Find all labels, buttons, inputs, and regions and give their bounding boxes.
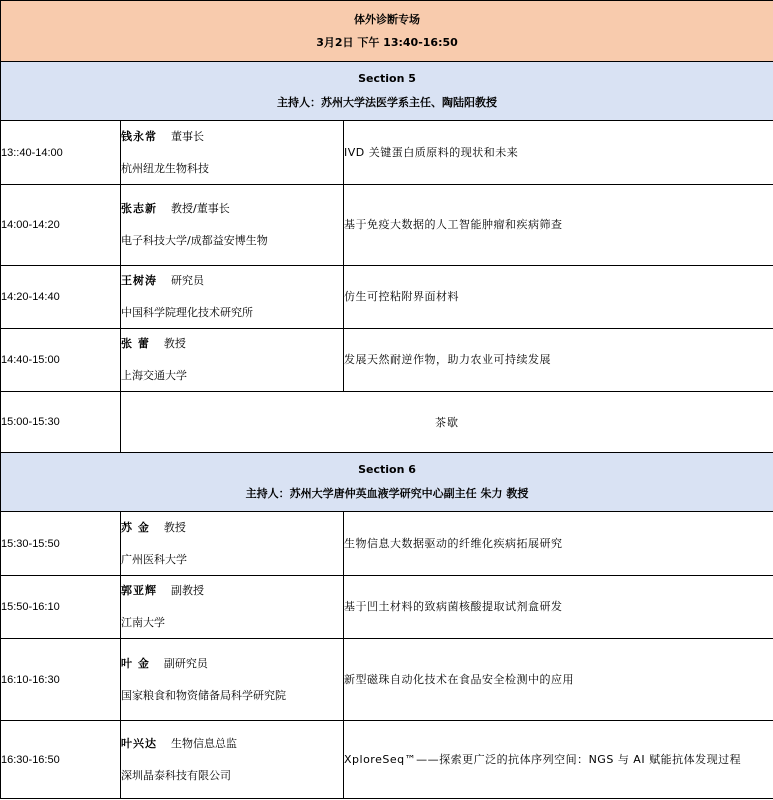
speaker-line — [121, 519, 343, 537]
header-cell — [1, 1, 773, 62]
section-name: Section 6 — [358, 463, 416, 476]
session-datetime: 3月2日 下午 13:40-16:50 — [316, 36, 458, 49]
speaker-affiliation: 杭州纽龙生物科技 — [121, 161, 209, 175]
speaker-line — [121, 128, 343, 146]
speaker-affiliation: 广州医科大学 — [121, 552, 187, 566]
session-row — [1, 121, 773, 185]
speaker-title: 副教授 — [171, 584, 204, 597]
session-time: 15:30-15:50 — [1, 512, 121, 576]
session-row — [1, 576, 773, 639]
speaker-cell — [121, 576, 344, 639]
session-row — [1, 721, 773, 799]
session-time: 16:10-16:30 — [1, 639, 121, 721]
speaker-cell — [121, 266, 344, 329]
speaker-title: 副研究员 — [163, 656, 208, 670]
speaker-cell — [121, 329, 344, 392]
speaker-name: 王树涛 — [121, 274, 157, 287]
speaker-cell — [121, 512, 344, 576]
session-row — [1, 329, 773, 392]
section-header — [1, 62, 773, 121]
session-topic: 新型磁珠自动化技术在食品安全检测中的应用 — [344, 639, 773, 721]
break-time: 15:00-15:30 — [1, 392, 121, 453]
speaker-title: 董事长 — [171, 129, 204, 143]
session-time: 14:20-14:40 — [1, 266, 121, 329]
session-time: 14:40-15:00 — [1, 329, 121, 392]
session-topic: 仿生可控粘附界面材料 — [344, 266, 773, 329]
break-label: 茶歇 — [121, 392, 773, 453]
speaker-affiliation: 电子科技大学/成都益安博生物 — [121, 234, 268, 247]
speaker-line — [121, 582, 343, 600]
speaker-name: 叶兴达 — [121, 736, 157, 750]
speaker-title: 教授 — [163, 520, 186, 534]
section-row — [1, 62, 773, 121]
session-topic: IVD 关键蛋白质原料的现状和未来 — [344, 121, 773, 185]
session-time: 15:50-16:10 — [1, 576, 121, 639]
speaker-cell — [121, 185, 344, 266]
session-row — [1, 266, 773, 329]
section-chair: 主持人：苏州大学法医学系主任、陶陆阳教授 — [277, 96, 497, 109]
page-title: 体外诊断专场 — [354, 13, 420, 26]
session-topic: 基于免疫大数据的人工智能肿瘤和疾病筛查 — [344, 185, 773, 266]
session-topic: 生物信息大数据驱动的纤维化疾病拓展研究 — [344, 512, 773, 576]
header-row — [1, 1, 773, 62]
speaker-cell — [121, 639, 344, 721]
section-row — [1, 453, 773, 512]
speaker-affiliation: 上海交通大学 — [121, 369, 187, 382]
speaker-line — [121, 335, 343, 353]
speaker-title: 生物信息总监 — [171, 736, 237, 750]
speaker-name: 钱永常 — [121, 129, 157, 143]
session-topic: 基于凹土材料的致病菌核酸提取试剂盒研发 — [344, 576, 773, 639]
session-time: 16:30-16:50 — [1, 721, 121, 799]
session-time: 13::40-14:00 — [1, 121, 121, 185]
speaker-title: 教授/董事长 — [171, 202, 230, 215]
speaker-affiliation: 江南大学 — [121, 616, 165, 629]
speaker-title: 教授 — [163, 337, 186, 350]
speaker-line — [121, 200, 343, 218]
speaker-affiliation: 深圳晶泰科技有限公司 — [121, 768, 231, 782]
break-row — [1, 392, 773, 453]
speaker-name: 苏 金 — [121, 520, 150, 534]
speaker-name: 郭亚辉 — [121, 584, 157, 597]
speaker-name: 张 蕾 — [121, 337, 150, 350]
speaker-title: 研究员 — [171, 274, 204, 287]
session-row — [1, 512, 773, 576]
section-name: Section 5 — [358, 72, 416, 85]
session-time: 14:00-14:20 — [1, 185, 121, 266]
session-topic: XploreSeq™——探索更广泛的抗体序列空间：NGS 与 AI 赋能抗体发现过程 — [344, 721, 773, 799]
session-row — [1, 185, 773, 266]
session-topic: 发展天然耐逆作物，助力农业可持续发展 — [344, 329, 773, 392]
speaker-affiliation: 中国科学院理化技术研究所 — [121, 306, 253, 319]
speaker-line — [121, 272, 343, 290]
speaker-cell — [121, 721, 344, 799]
speaker-line — [121, 655, 343, 673]
speaker-name: 叶 金 — [121, 656, 150, 670]
section-header — [1, 453, 773, 512]
speaker-affiliation: 国家粮食和物资储备局科学研究院 — [121, 688, 286, 702]
speaker-line — [121, 735, 343, 753]
section-chair: 主持人：苏州大学唐仲英血液学研究中心副主任 朱力 教授 — [245, 487, 529, 500]
session-row — [1, 639, 773, 721]
speaker-cell — [121, 121, 344, 185]
speaker-name: 张志新 — [121, 202, 157, 215]
